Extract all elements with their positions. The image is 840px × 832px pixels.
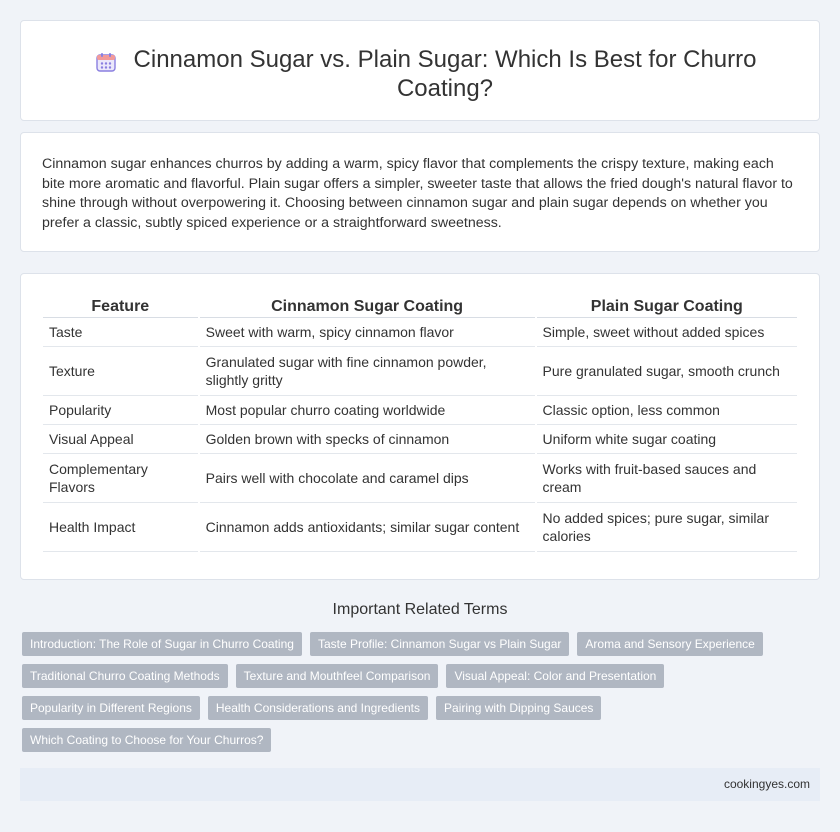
intro-card — [20, 132, 820, 252]
column-header-cinnamon: Cinnamon Sugar Coating — [200, 295, 535, 318]
column-header-feature: Feature — [43, 295, 198, 318]
table-row — [43, 454, 797, 503]
related-term-tag[interactable]: Popularity in Different Regions — [22, 696, 200, 720]
related-term-tag[interactable]: Taste Profile: Cinnamon Sugar vs Plain Sugar — [310, 632, 569, 656]
site-name[interactable]: cookingyes.com — [723, 777, 810, 791]
related-term-tag[interactable]: Which Coating to Choose for Your Churros? — [22, 728, 271, 752]
plain-cell: Simple, sweet without added spices — [537, 318, 797, 347]
table-header-row — [43, 295, 797, 318]
cinnamon-cell: Golden brown with specks of cinnamon — [200, 425, 535, 454]
comparison-card — [20, 273, 820, 580]
comparison-table — [41, 295, 799, 552]
table-row — [43, 396, 797, 425]
cinnamon-cell: Most popular churro coating worldwide — [200, 396, 535, 425]
cinnamon-cell: Sweet with warm, spicy cinnamon flavor — [200, 318, 535, 347]
related-terms-list — [22, 632, 812, 752]
related-term-tag[interactable]: Visual Appeal: Color and Presentation — [446, 664, 664, 688]
feature-cell: Health Impact — [43, 503, 198, 552]
table-row — [43, 347, 797, 396]
column-header-plain: Plain Sugar Coating — [537, 295, 797, 318]
feature-cell: Taste — [43, 318, 198, 347]
related-term-tag[interactable]: Pairing with Dipping Sauces — [436, 696, 601, 720]
plain-cell: No added spices; pure sugar, similar calories — [537, 503, 797, 552]
related-terms-heading: Important Related Terms — [332, 601, 508, 618]
footer — [20, 768, 820, 801]
cinnamon-cell: Cinnamon adds antioxidants; similar sugar content — [200, 503, 535, 552]
plain-cell: Pure granulated sugar, smooth crunch — [537, 347, 797, 396]
related-term-tag[interactable]: Aroma and Sensory Experience — [577, 632, 762, 656]
feature-cell: Popularity — [43, 396, 198, 425]
table-row — [43, 425, 797, 454]
calendar-icon — [95, 51, 117, 73]
feature-cell: Texture — [43, 347, 198, 396]
related-term-tag[interactable]: Introduction: The Role of Sugar in Churro Coating — [22, 632, 302, 656]
related-term-tag[interactable]: Health Considerations and Ingredients — [208, 696, 428, 720]
table-row — [43, 503, 797, 552]
header-card — [20, 20, 820, 121]
feature-cell: Visual Appeal — [43, 425, 198, 454]
page-title: Cinnamon Sugar vs. Plain Sugar: Which Is Best for Churro Coating? — [133, 46, 757, 102]
plain-cell: Classic option, less common — [537, 396, 797, 425]
plain-cell: Uniform white sugar coating — [537, 425, 797, 454]
intro-paragraph: Cinnamon sugar enhances churros by adding a warm, spicy flavor that complements the crispy texture, making each bite more aromatic and flavorful. Plain sugar offers a simpler, sweeter taste that allows the fried dough's natural flavor to shine through without overpowering it. Choosing between cinnamon sugar and plain sugar depends on whether you prefer a classic, subtly spiced experience or a straightforward sweetness. — [42, 156, 793, 231]
plain-cell: Works with fruit-based sauces and cream — [537, 454, 797, 503]
cinnamon-cell: Pairs well with chocolate and caramel dips — [200, 454, 535, 503]
table-row — [43, 318, 797, 347]
feature-cell: Complementary Flavors — [43, 454, 198, 503]
related-term-tag[interactable]: Traditional Churro Coating Methods — [22, 664, 228, 688]
cinnamon-cell: Granulated sugar with fine cinnamon powder, slightly gritty — [200, 347, 535, 396]
related-term-tag[interactable]: Texture and Mouthfeel Comparison — [236, 664, 439, 688]
